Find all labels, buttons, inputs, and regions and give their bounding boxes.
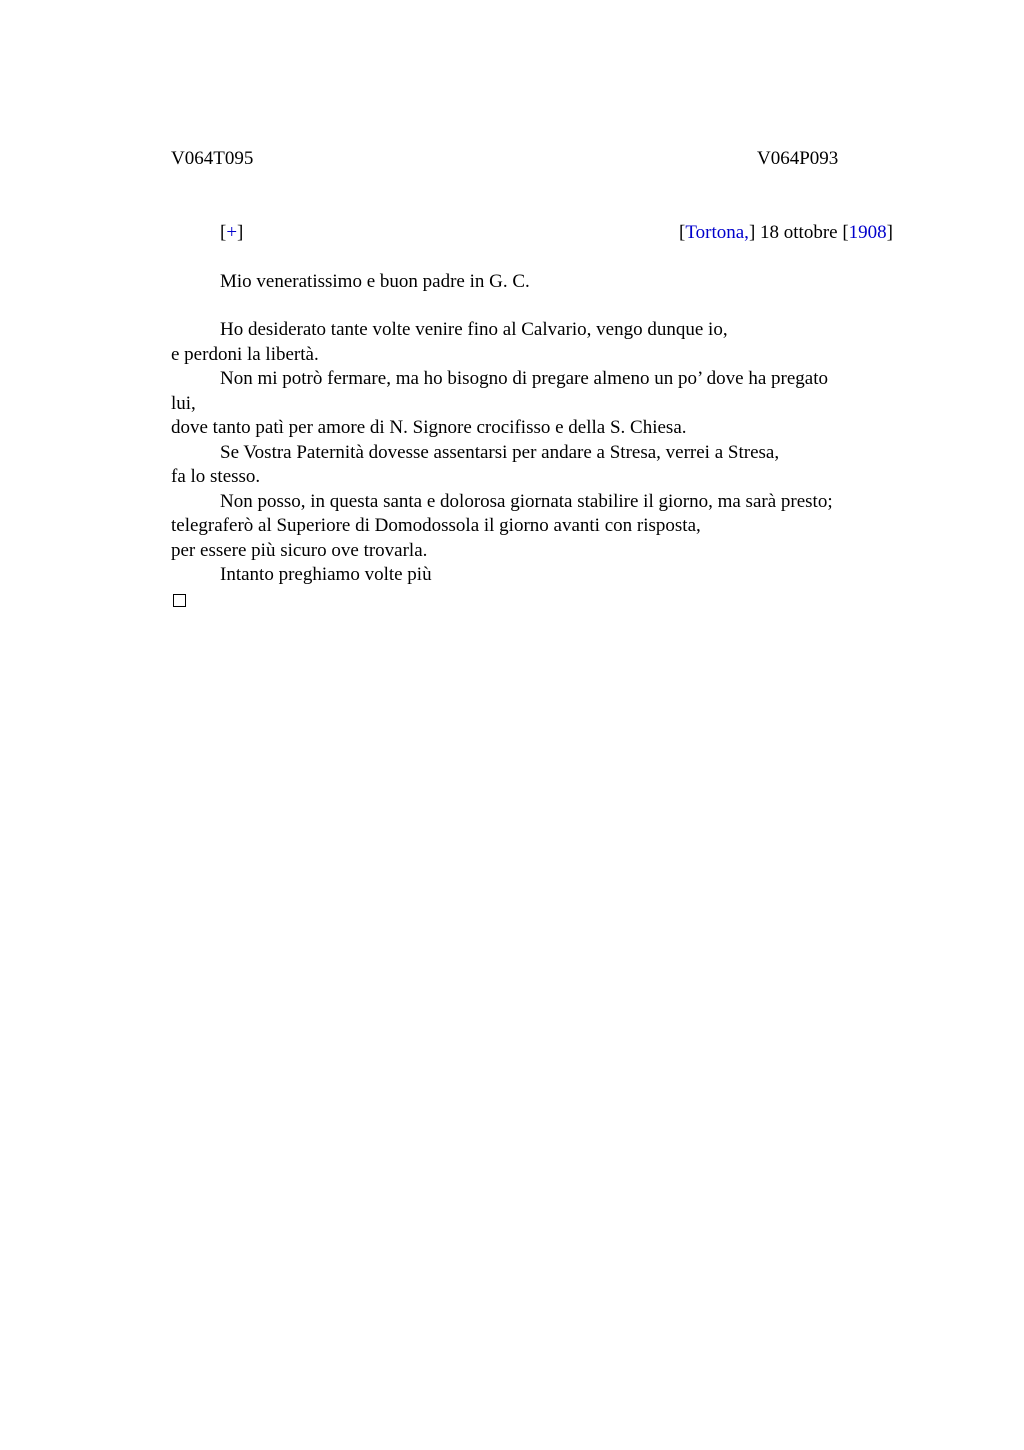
body-line: telegraferò al Superiore di Domodossola il giorno avanti con risposta, (171, 515, 701, 536)
bracket-close: ] (237, 222, 244, 243)
end-box-icon (173, 594, 186, 607)
body-line: per essere più sicuro ove trovarla. (171, 539, 428, 561)
bracket-open: [ (220, 222, 227, 243)
date-bracket-open: [ (679, 222, 686, 243)
body-line: dove tanto patì per amore di N. Signore crocifisso e della S. Chiesa. (171, 417, 687, 438)
salutation: Mio veneratissimo e buon padre in G. C. (220, 271, 530, 292)
cross-marker (220, 221, 243, 245)
body-line: Se Vostra Paternità dovesse assentarsi per andare a Stresa, verrei a Stresa, (220, 441, 780, 463)
header-left-code: V064T095 (171, 148, 254, 169)
body-line: lui, (171, 392, 196, 414)
place-link[interactable]: Tortona, (685, 222, 749, 243)
body-line: Intanto preghiamo volte più (220, 564, 432, 585)
date-bracket-close: ] (886, 222, 893, 243)
cross-link[interactable]: + (226, 222, 238, 243)
letter-date (679, 221, 893, 245)
letter-body (171, 318, 901, 612)
end-marker-row (171, 588, 901, 613)
date-text: ] 18 ottobre [ (748, 222, 849, 243)
body-line: Ho desiderato tante volte venire fino al Calvario, vengo dunque io, (220, 319, 728, 340)
body-line: Non posso, in questa santa e dolorosa giornata stabilire il giorno, ma sarà presto; (220, 490, 833, 512)
header-right-code: V064P093 (757, 148, 839, 169)
body-line: e perdoni la libertà. (171, 343, 319, 365)
body-line: fa lo stesso. (171, 466, 261, 487)
year-link[interactable]: 1908 (848, 222, 887, 243)
body-line: Non mi potrò fermare, ma ho bisogno di pregare almeno un po’ dove ha pregato (220, 368, 828, 389)
